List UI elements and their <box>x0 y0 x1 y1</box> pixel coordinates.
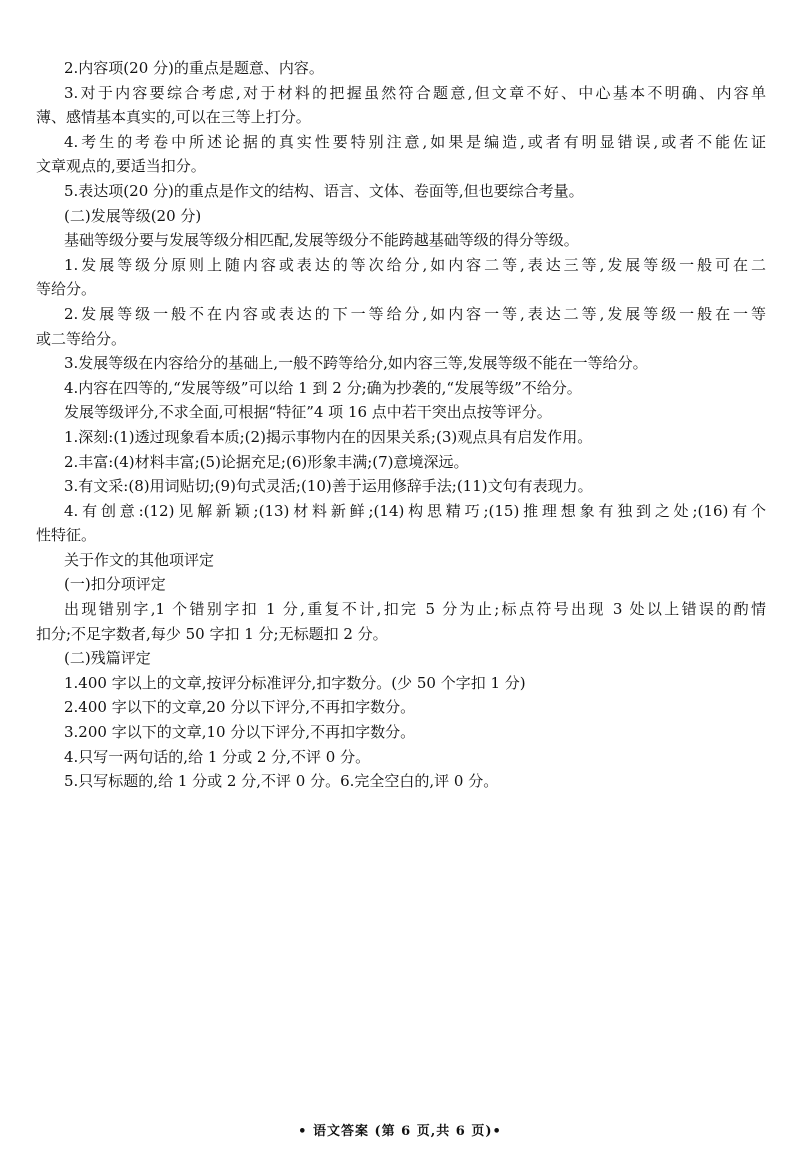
section-heading: 关于作文的其他项评定 <box>64 550 215 569</box>
paragraph-line: 文章观点的,要适当扣分。 <box>36 157 206 176</box>
paragraph-line: 发展等级评分,不求全面,可根据“特征”4 项 16 点中若干突出点按等评分。 <box>64 403 552 422</box>
paragraph-line: 基础等级分要与发展等级分相匹配,发展等级分不能跨越基础等级的得分等级。 <box>64 231 579 250</box>
paragraph-line: 3.200 字以下的文章,10 分以下评分,不再扣字数分。 <box>64 723 416 742</box>
section-heading: (二)残篇评定 <box>64 649 151 668</box>
paragraph-line: 4.内容在四等的,“发展等级”可以给 1 到 2 分;确为抄袭的,“发展等级”不给分。 <box>64 378 582 397</box>
section-heading: (一)扣分项评定 <box>64 575 166 594</box>
paragraph-line: 扣分;不足字数者,每少 50 字扣 1 分;无标题扣 2 分。 <box>36 624 388 643</box>
paragraph-line: 2.400 字以下的文章,20 分以下评分,不再扣字数分。 <box>64 698 416 717</box>
paragraph-line: 1.深刻:(1)透过现象看本质;(2)揭示事物内在的因果关系;(3)观点具有启发作用。 <box>64 427 593 446</box>
paragraph-line: 1.发展等级分原则上随内容或表达的等次给分,如内容二等,表达三等,发展等级一般可在二 <box>64 255 766 274</box>
document-body <box>36 56 766 794</box>
paragraph-line: 3.发展等级在内容给分的基础上,一般不跨等给分,如内容三等,发展等级不能在一等给分。 <box>64 354 648 373</box>
paragraph-line: 性特征。 <box>36 526 97 545</box>
paragraph-line: 1.400 字以上的文章,按评分标准评分,扣字数分。(少 50 个字扣 1 分) <box>64 673 526 692</box>
paragraph-line: 5.表达项(20 分)的重点是作文的结构、语言、文体、卷面等,但也要综合考量。 <box>64 181 584 200</box>
paragraph-line: 2.发展等级一般不在内容或表达的下一等给分,如内容一等,表达二等,发展等级一般在一等 <box>64 304 766 323</box>
paragraph-line: 4.有创意:(12)见解新颖;(13)材料新鲜;(14)构思精巧;(15)推理想象有独到之处;(16)有个 <box>64 501 766 520</box>
paragraph-line: 出现错别字,1 个错别字扣 1 分,重复不计,扣完 5 分为止;标点符号出现 3 处以上错误的酌情 <box>64 600 766 619</box>
paragraph-line: 4.考生的考卷中所述论据的真实性要特别注意,如果是编造,或者有明显错误,或者不能佐证 <box>64 132 766 151</box>
paragraph-line: 2.丰富:(4)材料丰富;(5)论据充足;(6)形象丰满;(7)意境深远。 <box>64 452 469 471</box>
page-footer: • 语文答案 (第 6 页,共 6 页)• <box>298 1124 502 1139</box>
paragraph-line: 3.对于内容要综合考虑,对于材料的把握虽然符合题意,但文章不好、中心基本不明确、内容单 <box>64 83 766 102</box>
section-heading: (二)发展等级(20 分) <box>64 206 202 225</box>
paragraph-line: 2.内容项(20 分)的重点是题意、内容。 <box>64 59 324 77</box>
paragraph-line: 5.只写标题的,给 1 分或 2 分,不评 0 分。6.完全空白的,评 0 分。 <box>64 772 499 791</box>
paragraph-line: 4.只写一两句话的,给 1 分或 2 分,不评 0 分。 <box>64 747 371 766</box>
paragraph-line: 或二等给分。 <box>36 329 127 348</box>
paragraph-line: 等给分。 <box>36 280 97 299</box>
paragraph-line: 3.有文采:(8)用词贴切;(9)句式灵活;(10)善于运用修辞手法;(11)文句有表现力。 <box>64 477 593 496</box>
paragraph-line: 薄、感情基本真实的,可以在三等上打分。 <box>36 108 311 127</box>
